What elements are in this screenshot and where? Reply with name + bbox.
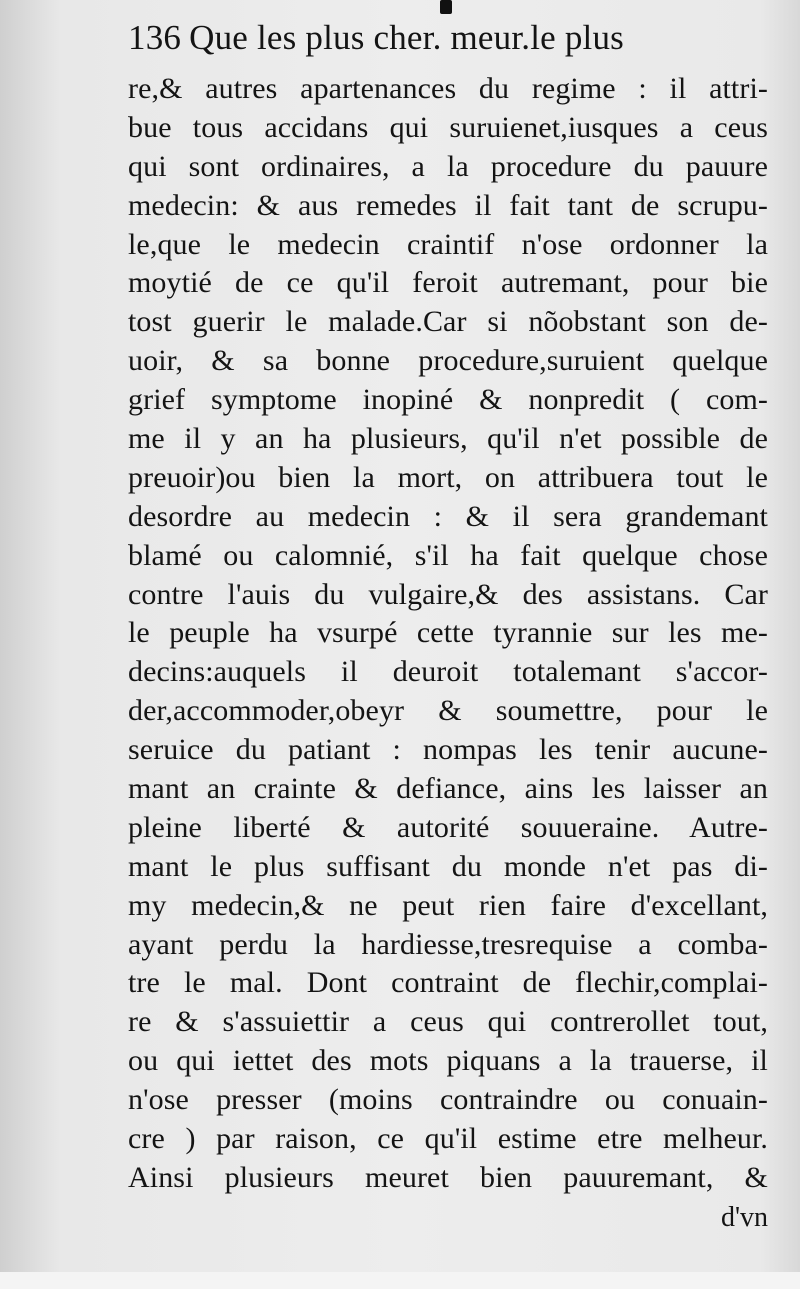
text-line: n'ose presser (moins contraindre ou conuain- (128, 1083, 768, 1117)
text-line: blamé ou calomnié, s'il ha fait quelque chose (128, 538, 768, 572)
text-line: der,accommoder,obeyr & soumettre, pour le (128, 694, 768, 728)
text-line: moytié de ce qu'il feroit autremant, pour bie (128, 266, 768, 300)
text-line: ou qui iettet des mots piquans a la trauerse, il (128, 1044, 768, 1078)
text-line: medecin: & aus remedes il fait tant de scrupu- (128, 188, 768, 222)
text-line: mant le plus suffisant du monde n'et pas di- (128, 849, 768, 883)
page-number: 136 (128, 18, 182, 57)
text-line: me il y an ha plusieurs, qu'il n'et possible de (128, 422, 768, 456)
page-bottom-edge (0, 1272, 800, 1289)
text-line: contre l'auis du vulgaire,& des assistans. Car (128, 577, 768, 611)
text-line: cre ) par raison, ce qu'il estime etre melheur. (128, 1122, 768, 1156)
text-line: mant an crainte & defiance, ains les laisser an (128, 772, 768, 806)
text-line: decins:auquels il deuroit totalemant s'accor- (128, 655, 768, 689)
text-line: ayant perdu la hardiesse,tresrequise a comba- (128, 927, 768, 961)
text-line: uoir, & sa bonne procedure,suruient quelque (128, 344, 768, 378)
page-header (128, 18, 768, 70)
text-line: preuoir)ou bien la mort, on attribuera tout le (128, 460, 768, 494)
ink-mark (440, 0, 452, 14)
catchword: d'vn (720, 1201, 768, 1233)
text-line: qui sont ordinaires, a la procedure du pauure (128, 149, 768, 183)
text-line: seruice du patiant : nompas les tenir aucune- (128, 733, 768, 767)
running-head: Que les plus cher. meur.le plus (189, 18, 624, 57)
text-line: grief symptome inopiné & nonpredit ( com- (128, 383, 768, 417)
page-text-block (128, 18, 768, 1238)
text-line: le,que le medecin craintif n'ose ordonner la (128, 227, 768, 261)
text-line: pleine liberté & autorité souueraine. Autre- (128, 810, 768, 844)
text-line: tost guerir le malade.Car si nõobstant son de- (128, 305, 768, 339)
text-line: my medecin,& ne peut rien faire d'excellant, (128, 888, 768, 922)
text-line: tre le mal. Dont contraint de flechir,complai- (128, 966, 768, 1000)
text-line: le peuple ha vsurpé cette tyrannie sur les me- (128, 616, 768, 650)
text-line: desordre au medecin : & il sera grandemant (128, 499, 768, 533)
text-line: Ainsi plusieurs meuret bien pauuremant, & (128, 1160, 768, 1194)
text-line: re,& autres apartenances du regime : il attri- (128, 72, 768, 105)
text-line: bue tous accidans qui suruienet,iusques a ceus (128, 110, 768, 144)
text-line: re & s'assuiettir a ceus qui contrerollet tout, (128, 1005, 768, 1039)
